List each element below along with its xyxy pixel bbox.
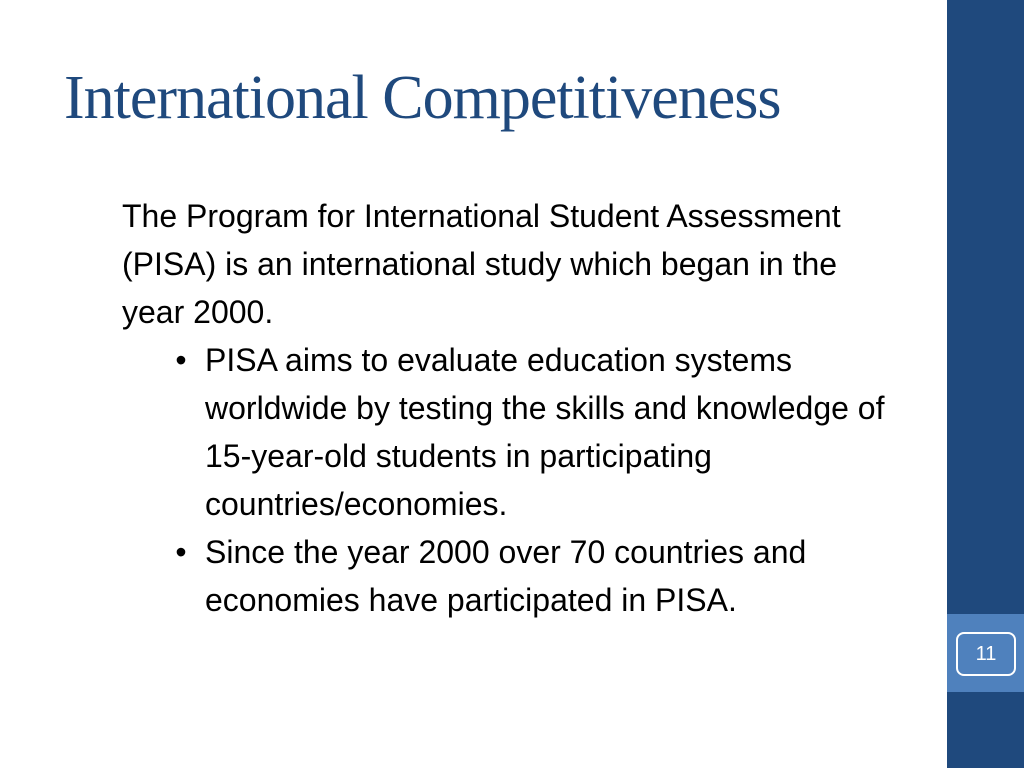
intro-paragraph: The Program for International Student Assessment (PISA) is an international study which began in the year 2000. [122, 198, 841, 330]
bullet-item [122, 528, 885, 624]
bullet-dot-icon: • [175, 534, 187, 570]
bullet-list [122, 336, 922, 624]
slide-title: International Competitiveness [64, 64, 781, 132]
slide-body [122, 192, 922, 624]
bullet-text: PISA aims to evaluate education systems worldwide by testing the skills and knowledge of 15-year-old students in participating countries/economies. [205, 342, 885, 522]
bullet-item [122, 336, 885, 528]
page-number: 11 [975, 642, 997, 665]
bullet-text: Since the year 2000 over 70 countries and economies have participated in PISA. [205, 534, 807, 618]
bullet-dot-icon: • [175, 342, 187, 378]
